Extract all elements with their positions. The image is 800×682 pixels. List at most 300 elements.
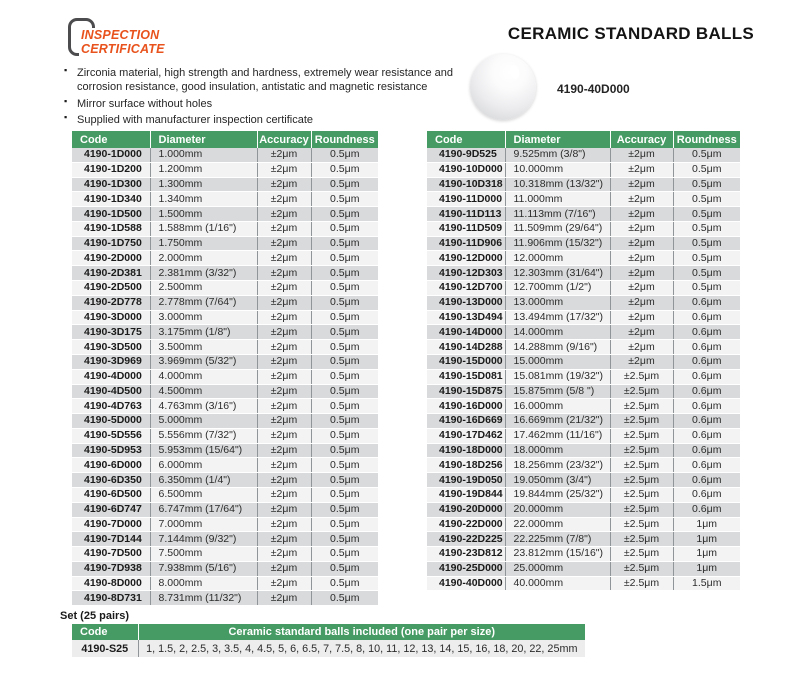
table-cell: ±2.5μm xyxy=(610,399,673,414)
table-row xyxy=(427,428,740,443)
table-cell: 4190-5D000 xyxy=(72,414,150,429)
logo-line1: INSPECTION xyxy=(81,28,160,42)
table-cell: ±2μm xyxy=(610,162,673,177)
page-title: CERAMIC STANDARD BALLS xyxy=(507,24,755,43)
table-row xyxy=(427,414,740,429)
table-cell: 4190-2D778 xyxy=(72,295,150,310)
table-cell: 18.256mm (23/32") xyxy=(505,458,610,473)
table-cell: ±2μm xyxy=(257,414,311,429)
column-header: Accuracy xyxy=(257,131,311,148)
table-cell: 4190-12D700 xyxy=(427,281,505,296)
table-row xyxy=(427,369,740,384)
table-row xyxy=(72,251,378,266)
table-cell: ±2μm xyxy=(610,310,673,325)
column-header: Code xyxy=(72,624,138,640)
table-cell: 0.5μm xyxy=(311,162,378,177)
table-cell: 1.000mm xyxy=(150,148,257,162)
table-cell: ±2.5μm xyxy=(610,458,673,473)
table-row xyxy=(427,458,740,473)
table-cell: 2.381mm (3/32") xyxy=(150,266,257,281)
table-cell: 10.318mm (13/32") xyxy=(505,177,610,192)
table-cell: ±2.5μm xyxy=(610,517,673,532)
table-cell: ±2.5μm xyxy=(610,502,673,517)
table-cell: 4190-1D000 xyxy=(72,148,150,162)
table-cell: ±2μm xyxy=(610,251,673,266)
table-cell: 0.6μm xyxy=(673,295,740,310)
table-cell: 0.6μm xyxy=(673,325,740,340)
table-cell: 4190-11D906 xyxy=(427,236,505,251)
table-cell: 4190-9D525 xyxy=(427,148,505,162)
table-cell: ±2.5μm xyxy=(610,428,673,443)
table-row xyxy=(72,148,378,162)
set-table-table xyxy=(72,624,585,657)
table-cell: 4190-13D000 xyxy=(427,295,505,310)
table-row xyxy=(72,369,378,384)
table-cell: 0.5μm xyxy=(311,340,378,355)
set-table xyxy=(72,624,585,657)
table-cell: ±2μm xyxy=(610,340,673,355)
table-cell: 0.5μm xyxy=(673,221,740,236)
table-cell: 0.6μm xyxy=(673,428,740,443)
table-cell: 17.462mm (11/16") xyxy=(505,428,610,443)
table-cell: 4190-1D588 xyxy=(72,221,150,236)
table-cell: 1.750mm xyxy=(150,236,257,251)
table-cell: 0.5μm xyxy=(673,192,740,207)
table-cell: 4190-4D763 xyxy=(72,399,150,414)
table-cell: 2.500mm xyxy=(150,281,257,296)
table-cell: 16.000mm xyxy=(505,399,610,414)
table-cell: 0.6μm xyxy=(673,458,740,473)
table-cell: 4190-14D000 xyxy=(427,325,505,340)
table-cell: 0.5μm xyxy=(311,236,378,251)
table-cell: 0.6μm xyxy=(673,487,740,502)
table-row xyxy=(72,640,585,657)
inspection-certificate-logo xyxy=(68,18,198,64)
table-cell: 0.5μm xyxy=(311,428,378,443)
table-row xyxy=(72,547,378,562)
table-cell: 15.875mm (5/8 ") xyxy=(505,384,610,399)
table-cell: 20.000mm xyxy=(505,502,610,517)
table-cell: 5.556mm (7/32") xyxy=(150,428,257,443)
table-cell: 0.5μm xyxy=(311,473,378,488)
table-cell: ±2μm xyxy=(257,148,311,162)
table-row xyxy=(72,266,378,281)
table-cell: ±2μm xyxy=(257,295,311,310)
table-cell: 1.500mm xyxy=(150,207,257,222)
table-cell: ±2μm xyxy=(257,384,311,399)
table-cell: 23.812mm (15/16") xyxy=(505,547,610,562)
table-cell: 0.5μm xyxy=(311,517,378,532)
table-cell: ±2μm xyxy=(257,310,311,325)
table-cell: 0.5μm xyxy=(311,443,378,458)
table-cell: 4190-3D969 xyxy=(72,354,150,369)
table-cell: 25.000mm xyxy=(505,561,610,576)
spec-table-left xyxy=(72,131,378,606)
table-cell: ±2μm xyxy=(257,591,311,606)
spec-table-right-table xyxy=(427,131,740,591)
table-cell: 4190-19D050 xyxy=(427,473,505,488)
table-cell: 4190-2D381 xyxy=(72,266,150,281)
table-row xyxy=(72,532,378,547)
table-row xyxy=(72,221,378,236)
table-cell: 4190-2D500 xyxy=(72,281,150,296)
table-cell: 2.000mm xyxy=(150,251,257,266)
table-cell: 1.588mm (1/16") xyxy=(150,221,257,236)
table-cell: ±2μm xyxy=(257,251,311,266)
table-cell: 4190-12D303 xyxy=(427,266,505,281)
table-cell: 1.200mm xyxy=(150,162,257,177)
table-cell: ±2.5μm xyxy=(610,576,673,591)
table-cell: 40.000mm xyxy=(505,576,610,591)
table-cell: 4190-4D000 xyxy=(72,369,150,384)
table-row xyxy=(72,458,378,473)
column-header: Roundness xyxy=(673,131,740,148)
table-cell: 4190-10D000 xyxy=(427,162,505,177)
table-cell: 0.5μm xyxy=(311,547,378,562)
table-cell: ±2.5μm xyxy=(610,561,673,576)
table-row xyxy=(427,207,740,222)
table-row xyxy=(427,251,740,266)
table-cell: 4190-6D747 xyxy=(72,502,150,517)
table-cell: 5.000mm xyxy=(150,414,257,429)
table-cell: 0.5μm xyxy=(311,561,378,576)
table-cell: 4190-5D556 xyxy=(72,428,150,443)
ball-highlight xyxy=(508,64,521,80)
table-header-row xyxy=(72,131,378,148)
table-cell: 11.906mm (15/32") xyxy=(505,236,610,251)
table-cell: 5.953mm (15/64") xyxy=(150,443,257,458)
table-cell: 4190-15D081 xyxy=(427,369,505,384)
column-header: Ceramic standard balls included (one pair per size) xyxy=(138,624,585,640)
table-cell: ±2μm xyxy=(257,177,311,192)
table-cell: 1.5μm xyxy=(673,576,740,591)
table-cell: ±2μm xyxy=(257,340,311,355)
table-cell: 0.5μm xyxy=(673,148,740,162)
table-cell: 0.6μm xyxy=(673,354,740,369)
product-code-label: 4190-40D000 xyxy=(557,82,630,96)
table-cell: 4190-10D318 xyxy=(427,177,505,192)
table-row xyxy=(72,281,378,296)
table-cell: 1.340mm xyxy=(150,192,257,207)
table-cell: 4190-1D340 xyxy=(72,192,150,207)
table-cell: 0.5μm xyxy=(673,162,740,177)
table-cell: 1, 1.5, 2, 2.5, 3, 3.5, 4, 4.5, 5, 6, 6.5, 7, 7.5, 8, 10, 11, 12, 13, 14, 15, 16, 18, 20, 22, 25mm xyxy=(138,640,585,657)
table-cell: 4190-7D500 xyxy=(72,547,150,562)
table-cell: 1μm xyxy=(673,547,740,562)
table-cell: 4190-1D750 xyxy=(72,236,150,251)
table-cell: 0.5μm xyxy=(311,414,378,429)
table-row xyxy=(427,192,740,207)
table-cell: 0.5μm xyxy=(311,207,378,222)
table-cell: ±2μm xyxy=(610,281,673,296)
table-cell: ±2μm xyxy=(257,207,311,222)
table-row xyxy=(72,354,378,369)
table-cell: 0.5μm xyxy=(311,192,378,207)
table-cell: ±2.5μm xyxy=(610,384,673,399)
table-cell: 6.500mm xyxy=(150,487,257,502)
table-cell: 4190-17D462 xyxy=(427,428,505,443)
table-cell: 0.5μm xyxy=(311,369,378,384)
table-cell: ±2μm xyxy=(257,354,311,369)
table-cell: 0.5μm xyxy=(311,266,378,281)
feature-list xyxy=(64,66,472,127)
table-row xyxy=(72,428,378,443)
table-cell: 6.350mm (1/4") xyxy=(150,473,257,488)
table-cell: 4190-11D509 xyxy=(427,221,505,236)
table-cell: 0.5μm xyxy=(673,281,740,296)
table-cell: 13.000mm xyxy=(505,295,610,310)
table-cell: 4190-22D225 xyxy=(427,532,505,547)
table-cell: 4190-6D350 xyxy=(72,473,150,488)
table-cell: 0.5μm xyxy=(311,325,378,340)
table-cell: 4190-22D000 xyxy=(427,517,505,532)
column-header: Roundness xyxy=(311,131,378,148)
table-row xyxy=(427,354,740,369)
table-cell: ±2μm xyxy=(257,221,311,236)
table-cell: 4190-1D500 xyxy=(72,207,150,222)
table-cell: ±2μm xyxy=(610,207,673,222)
table-cell: 4190-1D300 xyxy=(72,177,150,192)
ceramic-ball-image xyxy=(470,54,536,120)
table-cell: ±2μm xyxy=(610,325,673,340)
table-row xyxy=(427,281,740,296)
table-row xyxy=(72,399,378,414)
table-cell: ±2.5μm xyxy=(610,443,673,458)
table-cell: ±2μm xyxy=(257,473,311,488)
table-cell: 4190-12D000 xyxy=(427,251,505,266)
table-row xyxy=(427,295,740,310)
table-cell: ±2μm xyxy=(257,266,311,281)
table-cell: 0.5μm xyxy=(311,148,378,162)
table-cell: ±2μm xyxy=(610,177,673,192)
table-row xyxy=(427,502,740,517)
table-cell: 3.500mm xyxy=(150,340,257,355)
table-cell: ±2μm xyxy=(257,281,311,296)
spec-table-right xyxy=(427,131,740,591)
table-cell: 0.5μm xyxy=(311,310,378,325)
table-cell: ±2.5μm xyxy=(610,369,673,384)
table-cell: ±2.5μm xyxy=(610,414,673,429)
table-cell: ±2μm xyxy=(257,532,311,547)
table-row xyxy=(427,177,740,192)
table-cell: ±2μm xyxy=(257,325,311,340)
table-cell: 0.5μm xyxy=(673,177,740,192)
table-cell: 4190-1D200 xyxy=(72,162,150,177)
table-row xyxy=(427,443,740,458)
table-cell: 0.6μm xyxy=(673,443,740,458)
table-row xyxy=(72,443,378,458)
table-cell: ±2μm xyxy=(257,561,311,576)
table-cell: 4190-19D844 xyxy=(427,487,505,502)
table-cell: ±2μm xyxy=(257,236,311,251)
table-row xyxy=(427,221,740,236)
table-cell: 8.731mm (11/32") xyxy=(150,591,257,606)
table-cell: 4190-15D000 xyxy=(427,354,505,369)
table-cell: ±2μm xyxy=(257,162,311,177)
table-row xyxy=(72,177,378,192)
table-row xyxy=(72,591,378,606)
table-cell: ±2.5μm xyxy=(610,547,673,562)
table-cell: 4190-15D875 xyxy=(427,384,505,399)
table-header-row xyxy=(72,624,585,640)
table-row xyxy=(427,148,740,162)
table-row xyxy=(427,547,740,562)
table-cell: 19.844mm (25/32") xyxy=(505,487,610,502)
table-cell: 16.669mm (21/32") xyxy=(505,414,610,429)
feature-item: ▪ Zirconia material, high strength and hardness, extremely wear resistance and corrosion resistance, good insulation, antistatic and magnetic resistance xyxy=(64,66,472,95)
table-cell: 11.509mm (29/64") xyxy=(505,221,610,236)
table-cell: 14.288mm (9/16") xyxy=(505,340,610,355)
table-cell: 4190-7D144 xyxy=(72,532,150,547)
table-row xyxy=(72,310,378,325)
set-section-label: Set (25 pairs) xyxy=(60,610,130,622)
table-cell: 0.6μm xyxy=(673,502,740,517)
table-cell: 4190-7D000 xyxy=(72,517,150,532)
table-cell: 4190-5D953 xyxy=(72,443,150,458)
table-cell: 0.5μm xyxy=(673,251,740,266)
table-cell: ±2.5μm xyxy=(610,487,673,502)
column-header: Accuracy xyxy=(610,131,673,148)
table-cell: 15.000mm xyxy=(505,354,610,369)
table-cell: 0.6μm xyxy=(673,399,740,414)
table-row xyxy=(72,517,378,532)
table-cell: 18.000mm xyxy=(505,443,610,458)
feature-item: ▪ Supplied with manufacturer inspection certificate xyxy=(64,113,472,127)
table-cell: ±2μm xyxy=(257,428,311,443)
table-cell: 4190-7D938 xyxy=(72,561,150,576)
table-cell: 0.5μm xyxy=(311,281,378,296)
table-cell: 4190-14D288 xyxy=(427,340,505,355)
table-cell: 4190-3D000 xyxy=(72,310,150,325)
table-row xyxy=(72,487,378,502)
table-cell: 0.6μm xyxy=(673,414,740,429)
table-cell: 4190-20D000 xyxy=(427,502,505,517)
table-cell: 4190-3D175 xyxy=(72,325,150,340)
table-row xyxy=(72,295,378,310)
table-cell: 0.5μm xyxy=(311,532,378,547)
table-row xyxy=(427,532,740,547)
table-cell: 0.5μm xyxy=(311,251,378,266)
table-cell: 1μm xyxy=(673,517,740,532)
spec-table-left-table xyxy=(72,131,378,606)
table-cell: 12.700mm (1/2") xyxy=(505,281,610,296)
table-cell: 4.000mm xyxy=(150,369,257,384)
table-cell: 0.5μm xyxy=(311,177,378,192)
table-cell: 3.175mm (1/8") xyxy=(150,325,257,340)
table-cell: ±2μm xyxy=(257,547,311,562)
table-cell: 1.300mm xyxy=(150,177,257,192)
table-cell: 0.6μm xyxy=(673,310,740,325)
table-row xyxy=(72,192,378,207)
table-row xyxy=(427,340,740,355)
table-cell: 6.000mm xyxy=(150,458,257,473)
table-row xyxy=(72,340,378,355)
table-cell: 19.050mm (3/4") xyxy=(505,473,610,488)
table-row xyxy=(427,310,740,325)
table-cell: ±2μm xyxy=(257,192,311,207)
logo-text xyxy=(79,28,167,57)
table-cell: 8.000mm xyxy=(150,576,257,591)
table-cell: 4190-23D812 xyxy=(427,547,505,562)
table-cell: 4190-13D494 xyxy=(427,310,505,325)
table-cell: ±2μm xyxy=(610,192,673,207)
table-cell: ±2.5μm xyxy=(610,532,673,547)
table-header-row xyxy=(427,131,740,148)
table-cell: 0.5μm xyxy=(311,591,378,606)
table-cell: ±2μm xyxy=(610,295,673,310)
table-cell: 4190-8D000 xyxy=(72,576,150,591)
table-cell: 15.081mm (19/32") xyxy=(505,369,610,384)
table-row xyxy=(72,325,378,340)
logo-line2: CERTIFICATE xyxy=(81,41,165,56)
feature-item: ▪ Mirror surface without holes xyxy=(64,97,472,111)
table-cell: 11.000mm xyxy=(505,192,610,207)
table-cell: 4190-16D000 xyxy=(427,399,505,414)
table-cell: 4190-18D256 xyxy=(427,458,505,473)
table-cell: ±2μm xyxy=(257,576,311,591)
table-cell: 4190-11D000 xyxy=(427,192,505,207)
table-cell: 11.113mm (7/16") xyxy=(505,207,610,222)
table-cell: ±2μm xyxy=(257,458,311,473)
table-row xyxy=(72,502,378,517)
column-header: Code xyxy=(427,131,505,148)
table-cell: 4190-6D500 xyxy=(72,487,150,502)
table-row xyxy=(427,162,740,177)
table-row xyxy=(427,266,740,281)
table-cell: 4190-3D500 xyxy=(72,340,150,355)
table-cell: 9.525mm (3/8") xyxy=(505,148,610,162)
table-row xyxy=(72,236,378,251)
table-cell: 12.303mm (31/64") xyxy=(505,266,610,281)
table-cell: 0.5μm xyxy=(673,266,740,281)
table-cell: 4190-4D500 xyxy=(72,384,150,399)
table-cell: 4190-40D000 xyxy=(427,576,505,591)
table-cell: 4190-18D000 xyxy=(427,443,505,458)
table-cell: 7.500mm xyxy=(150,547,257,562)
table-cell: 3.000mm xyxy=(150,310,257,325)
table-cell: ±2μm xyxy=(257,369,311,384)
table-cell: 4190-2D000 xyxy=(72,251,150,266)
column-header: Diameter xyxy=(150,131,257,148)
table-cell: 12.000mm xyxy=(505,251,610,266)
table-row xyxy=(427,576,740,591)
table-cell: 14.000mm xyxy=(505,325,610,340)
table-cell: 4190-S25 xyxy=(72,640,138,657)
table-cell: 0.5μm xyxy=(311,458,378,473)
table-cell: ±2μm xyxy=(610,266,673,281)
table-row xyxy=(427,517,740,532)
table-row xyxy=(427,399,740,414)
table-row xyxy=(427,325,740,340)
table-cell: 0.5μm xyxy=(311,354,378,369)
table-cell: 13.494mm (17/32") xyxy=(505,310,610,325)
table-cell: 4190-16D669 xyxy=(427,414,505,429)
table-row xyxy=(72,162,378,177)
table-cell: ±2.5μm xyxy=(610,473,673,488)
table-cell: 10.000mm xyxy=(505,162,610,177)
table-cell: 0.5μm xyxy=(311,384,378,399)
table-cell: 22.225mm (7/8") xyxy=(505,532,610,547)
table-cell: 0.6μm xyxy=(673,473,740,488)
table-cell: ±2μm xyxy=(257,502,311,517)
table-cell: 0.5μm xyxy=(311,576,378,591)
table-cell: 4190-25D000 xyxy=(427,561,505,576)
table-cell: 4.763mm (3/16") xyxy=(150,399,257,414)
table-row xyxy=(427,561,740,576)
table-cell: 3.969mm (5/32") xyxy=(150,354,257,369)
table-cell: 0.6μm xyxy=(673,369,740,384)
column-header: Diameter xyxy=(505,131,610,148)
